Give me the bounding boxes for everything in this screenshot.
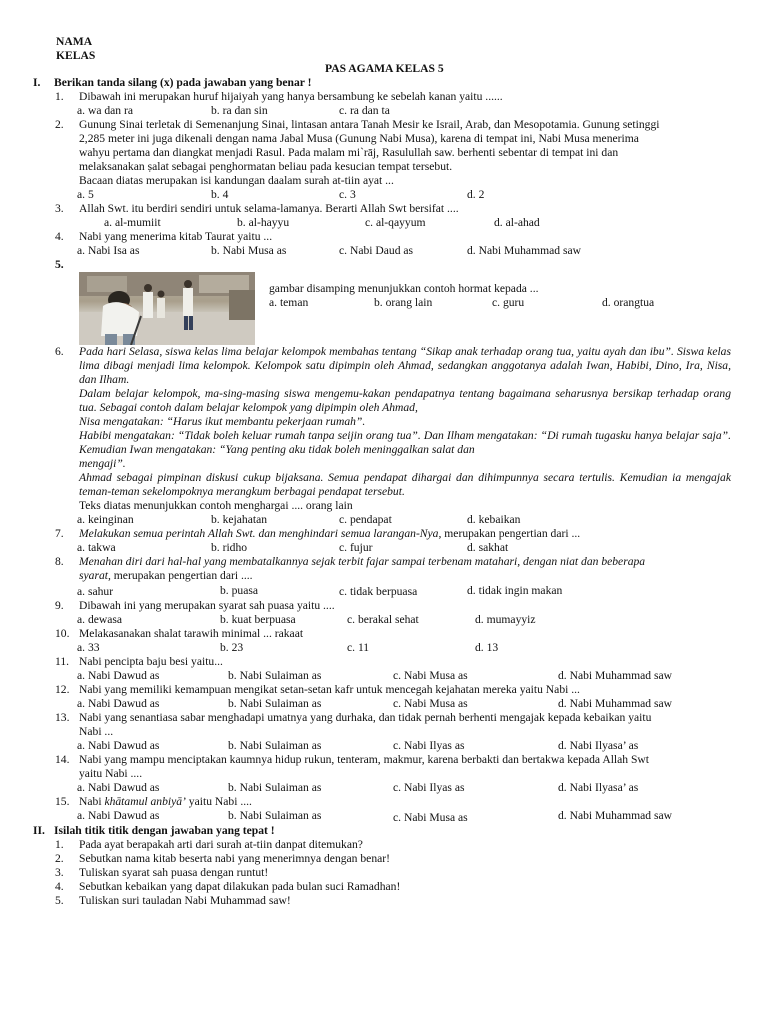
q15-option-d: d. Nabi Muhammad saw bbox=[558, 809, 672, 822]
q15-text-post: yaitu Nabi .... bbox=[185, 795, 252, 808]
q3-number: 3. bbox=[55, 202, 64, 215]
q15-option-b: b. Nabi Sulaiman as bbox=[228, 809, 322, 822]
q6-option-a: a. keinginan bbox=[77, 513, 134, 526]
q5-text: gambar disamping menunjukkan contoh hormat kepada ... bbox=[269, 282, 539, 295]
q6-paragraph3: Nisa mengatakan: “Harus ikut membantu pekerjaan rumah”. bbox=[79, 415, 366, 428]
q3-option-d: d. al-ahad bbox=[494, 216, 540, 229]
q4-option-a: a. Nabi Isa as bbox=[77, 244, 140, 257]
q11-option-b: b. Nabi Sulaiman as bbox=[228, 669, 322, 682]
q6-paragraph1: Pada hari Selasa, siswa kelas lima belajar kelompok membahas tentang “Sikap anak terhadap orang tua, yaitu ayah dan ibu”. Siswa kelas lima dibagi menjadi lima kelompok. Kelompok satu dipimpin oleh Ahmad, sedangkan anggotanya adalah Iwan, Habibi, Dino, Ira, Nisa, dan Ilham. bbox=[79, 345, 731, 386]
q9-text: Dibawah ini yang merupakan syarat sah puasa yaitu .... bbox=[79, 599, 335, 612]
q12-option-a: a. Nabi Dawud as bbox=[77, 697, 160, 710]
q12-option-c: c. Nabi Musa as bbox=[393, 697, 468, 710]
q5-option-d: d. orangtua bbox=[602, 296, 655, 309]
q2-line1: Gunung Sinai terletak di Semenanjung Sinai, lintasan antara Tanah Mesir ke Israil, Arab, dan Mesopotamia. Gunung setinggi bbox=[79, 118, 660, 131]
essay-4-number: 4. bbox=[55, 880, 64, 893]
q7-text bbox=[79, 527, 580, 541]
essay-1-number: 1. bbox=[55, 838, 64, 851]
q13-option-b: b. Nabi Sulaiman as bbox=[228, 739, 322, 752]
q1-option-a: a. wa dan ra bbox=[77, 104, 134, 117]
essay-2-text: Sebutkan nama kitab beserta nabi yang menerimnya dengan benar! bbox=[79, 852, 390, 865]
essay-3-text: Tuliskan syarat sah puasa dengan runtut! bbox=[79, 866, 269, 879]
q8-line2-italic: syarat, bbox=[79, 569, 111, 582]
q2-option-a: a. 5 bbox=[77, 188, 94, 201]
q6-question: Teks diatas menunjukkan contoh menghargai .... orang lain bbox=[79, 499, 353, 512]
q1-text: Dibawah ini merupakan huruf hijaiyah yang hanya bersambung ke sebelah kanan yaitu ...... bbox=[79, 90, 503, 103]
q4-option-d: d. Nabi Muhammad saw bbox=[467, 244, 581, 257]
q10-option-d: d. 13 bbox=[475, 641, 499, 654]
q14-option-b: b. Nabi Sulaiman as bbox=[228, 781, 322, 794]
q7-option-a: a. takwa bbox=[77, 541, 116, 554]
q8-number: 8. bbox=[55, 555, 64, 568]
q7-text-rest: merupakan pengertian dari ... bbox=[441, 527, 581, 540]
q6-paragraph4: Habibi mengatakan: “Tidak boleh keluar rumah tanpa seijin orang tua”. Dan Ilham mengatakan: “Di rumah tugasku hanya belajar saja”. Kemudian Iwan mengatakan: “Yang penting aku tidak boleh meninggalkan salat dan bbox=[79, 429, 731, 456]
q3-option-c: c. al-qayyum bbox=[365, 216, 426, 229]
essay-2-number: 2. bbox=[55, 852, 64, 865]
essay-1-text: Pada ayat berapakah arti dari surah at-tiin danpat ditemukan? bbox=[79, 838, 363, 851]
q5-option-c: c. guru bbox=[492, 296, 525, 309]
q6-option-b: b. kejahatan bbox=[211, 513, 268, 526]
q2-option-c: c. 3 bbox=[339, 188, 356, 201]
essay-3-number: 3. bbox=[55, 866, 64, 879]
q6-option-d: d. kebaikan bbox=[467, 513, 521, 526]
q6-number: 6. bbox=[55, 345, 64, 358]
q8-option-d: d. tidak ingin makan bbox=[467, 584, 563, 597]
q4-number: 4. bbox=[55, 230, 64, 243]
q15-text bbox=[79, 795, 252, 809]
q11-option-a: a. Nabi Dawud as bbox=[77, 669, 160, 682]
q4-option-c: c. Nabi Daud as bbox=[339, 244, 414, 257]
q8-option-b: b. puasa bbox=[220, 584, 258, 597]
section2-title: Isilah titik titik dengan jawaban yang tepat ! bbox=[54, 824, 275, 837]
q4-option-b: b. Nabi Musa as bbox=[211, 244, 287, 257]
q9-option-c: c. berakal sehat bbox=[347, 613, 419, 626]
q4-text: Nabi yang menerima kitab Taurat yaitu ... bbox=[79, 230, 273, 243]
q14-number: 14. bbox=[55, 753, 70, 766]
q11-number: 11. bbox=[55, 655, 70, 668]
q6-paragraph4-end: mengaji”. bbox=[79, 457, 126, 470]
q13-option-c: c. Nabi Ilyas as bbox=[393, 739, 465, 752]
q7-number: 7. bbox=[55, 527, 64, 540]
q10-option-b: b. 23 bbox=[220, 641, 244, 654]
q6-option-c: c. pendapat bbox=[339, 513, 392, 526]
q3-text: Allah Swt. itu berdiri sendiri untuk selama-lamanya. Berarti Allah Swt bersifat .... bbox=[79, 202, 459, 215]
q8-line2-rest: merupakan pengertian dari .... bbox=[110, 569, 253, 582]
q6-paragraph2: Dalam belajar kelompok, ma-sing-masing siswa mengemu-kakan pendapatnya tentang bagaimana seharusnya bersikap terhadap orang tua. Sebagai contoh dalam belajar kelompok yang dipimpin oleh Ahmad, bbox=[79, 387, 731, 414]
q15-option-a: a. Nabi Dawud as bbox=[77, 809, 160, 822]
students-cleaning-photo bbox=[79, 272, 255, 345]
q9-number: 9. bbox=[55, 599, 64, 612]
section1-title: Berikan tanda silang (x) pada jawaban yang benar ! bbox=[54, 76, 312, 89]
q2-option-b: b. 4 bbox=[211, 188, 229, 201]
essay-5-text: Tuliskan suri tauladan Nabi Muhammad saw! bbox=[79, 894, 291, 907]
q13-option-d: d. Nabi Ilyasa’ as bbox=[558, 739, 639, 752]
q13-option-a: a. Nabi Dawud as bbox=[77, 739, 160, 752]
q8-line1: Menahan diri dari hal-hal yang membatalkannya sejak terbit fajar sampai terbenam matahari, dengan niat dan beberapa bbox=[79, 555, 646, 568]
q12-number: 12. bbox=[55, 683, 70, 696]
q15-number: 15. bbox=[55, 795, 70, 808]
q11-text: Nabi pencipta baju besi yaitu... bbox=[79, 655, 223, 668]
q14-option-d: d. Nabi Ilyasa’ as bbox=[558, 781, 639, 794]
q10-number: 10. bbox=[55, 627, 70, 640]
q1-option-c: c. ra dan ta bbox=[339, 104, 390, 117]
q1-option-b: b. ra dan sin bbox=[211, 104, 268, 117]
q11-option-c: c. Nabi Musa as bbox=[393, 669, 468, 682]
q10-option-a: a. 33 bbox=[77, 641, 100, 654]
q9-option-b: b. kuat berpuasa bbox=[220, 613, 296, 626]
q12-option-b: b. Nabi Sulaiman as bbox=[228, 697, 322, 710]
section1-number: I. bbox=[33, 76, 41, 89]
q14-line2: yaitu Nabi .... bbox=[79, 767, 143, 780]
q7-option-b: b. ridho bbox=[211, 541, 248, 554]
section2-number: II. bbox=[33, 824, 45, 837]
q8-option-c: c. tidak berpuasa bbox=[339, 585, 418, 598]
nama-label: NAMA bbox=[56, 35, 93, 48]
q5-number: 5. bbox=[55, 258, 64, 271]
q12-option-d: d. Nabi Muhammad saw bbox=[558, 697, 672, 710]
q3-option-b: b. al-hayyu bbox=[237, 216, 290, 229]
essay-4-text: Sebutkan kebaikan yang dapat dilakukan pada bulan suci Ramadhan! bbox=[79, 880, 401, 893]
q13-line1: Nabi yang senantiasa sabar menghadapi umatnya yang durhaka, dan tidak pernah berhenti mengajak kepada kebaikan yaitu bbox=[79, 711, 652, 724]
q2-line4: melaksanakan ṣalat sebagai penghormatan beliau pada kesucian tempat tersebut. bbox=[79, 160, 453, 173]
q7-option-d: d. sakhat bbox=[467, 541, 509, 554]
q15-option-c: c. Nabi Musa as bbox=[393, 811, 468, 824]
q2-line2: 2,285 meter ini juga dikenali dengan nama Jabal Musa (Gunung Nabi Musa), karena di tempat ini, Nabi Musa menerima bbox=[79, 132, 639, 145]
q9-option-d: d. mumayyiz bbox=[475, 613, 536, 626]
q15-text-pre: Nabi bbox=[79, 795, 105, 808]
q13-line2: Nabi ... bbox=[79, 725, 114, 738]
page-title: PAS AGAMA KELAS 5 bbox=[325, 62, 444, 75]
q11-option-d: d. Nabi Muhammad saw bbox=[558, 669, 672, 682]
q14-option-c: c. Nabi Ilyas as bbox=[393, 781, 465, 794]
q1-number: 1. bbox=[55, 90, 64, 103]
q10-option-c: c. 11 bbox=[347, 641, 370, 654]
q10-text: Melakasanakan shalat tarawih minimal ... rakaat bbox=[79, 627, 304, 640]
q5-option-b: b. orang lain bbox=[374, 296, 433, 309]
q15-text-italic: khātamul anbiyā’ bbox=[104, 795, 186, 808]
q2-line3: wahyu pertama dan diangkat menjadi Rasul. Pada malam mi`rāj, Rasulullah saw. berhenti sebentar di tempat ini dan bbox=[79, 146, 619, 159]
q12-text: Nabi yang memiliki kemampuan mengikat setan-setan kafr untuk mencegah kejahatan mereka yaitu Nabi ... bbox=[79, 683, 580, 696]
q14-line1: Nabi yang mampu menciptakan kaumnya hidup rukun, tenteram, makmur, karena berbakti dan bertakwa kepada Allah Swt bbox=[79, 753, 650, 766]
q7-option-c: c. fujur bbox=[339, 541, 373, 554]
essay-5-number: 5. bbox=[55, 894, 64, 907]
kelas-label: KELAS bbox=[56, 49, 96, 62]
q13-number: 13. bbox=[55, 711, 70, 724]
q5-option-a: a. teman bbox=[269, 296, 309, 309]
q2-option-d: d. 2 bbox=[467, 188, 485, 201]
q8-option-a: a. sahur bbox=[77, 585, 114, 598]
q2-number: 2. bbox=[55, 118, 64, 131]
photo-illustration bbox=[79, 272, 255, 345]
q6-paragraph5: Ahmad sebagai pimpinan diskusi cukup bijaksana. Semua pendapat dihargai dan dihimpunnya secara tertulis. Kemudian ia mengajak teman-teman sekelompoknya merangkum berbagai pendapat tersebut. bbox=[79, 471, 731, 498]
q9-option-a: a. dewasa bbox=[77, 613, 123, 626]
q2-line5: Bacaan diatas merupakan isi kandungan daalam surah at-tiin ayat ... bbox=[79, 174, 394, 187]
q3-option-a: a. al-mumiit bbox=[104, 216, 161, 229]
q7-text-italic: Melakukan semua perintah Allah Swt. dan menghindari semua larangan-Nya, bbox=[79, 527, 442, 540]
q14-option-a: a. Nabi Dawud as bbox=[77, 781, 160, 794]
q8-line2 bbox=[79, 569, 253, 583]
